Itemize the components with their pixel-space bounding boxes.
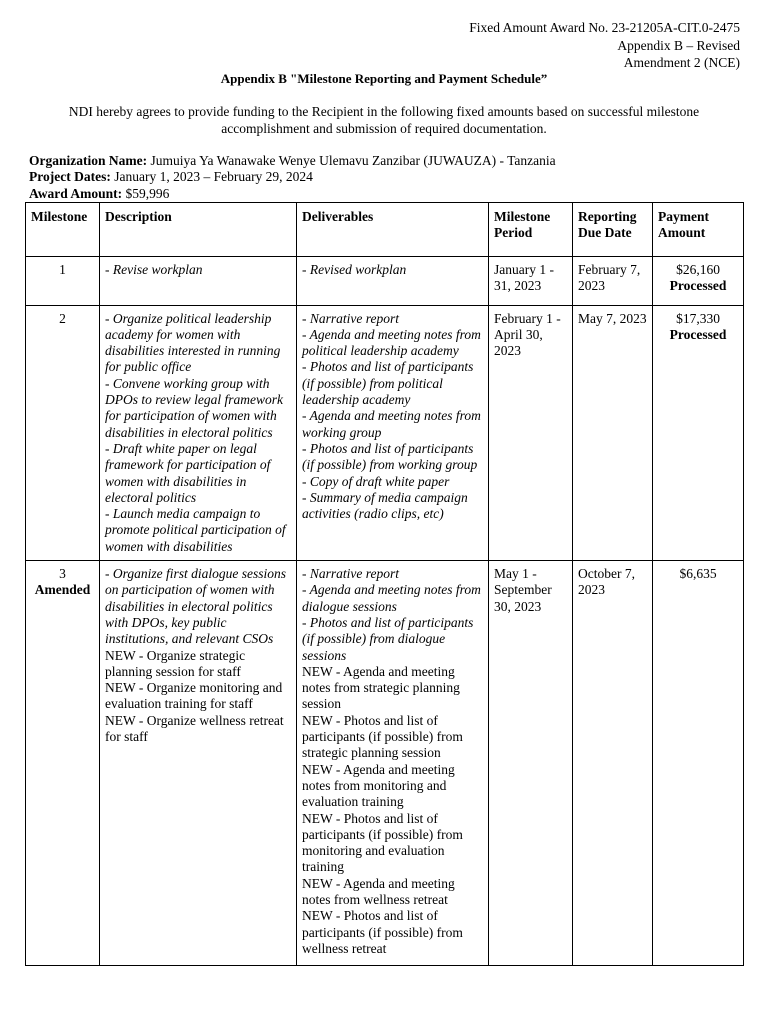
description-original-text [105,566,291,647]
payment-cell [653,256,744,305]
intro-paragraph: NDI hereby agrees to provide funding to the Recipient in the following fixed amounts based on successful milestone accomplishment and submission of required documentation. [68,104,700,136]
header-payment-amount: Payment Amount [653,203,744,257]
document-title: Appendix B "Milestone Reporting and Payment Schedule” [220,71,548,86]
text-line: - Agenda and meeting notes from working group [302,408,481,440]
project-dates-value: January 1, 2023 – February 29, 2024 [110,169,313,185]
text-line: NEW - Agenda and meeting notes from monitoring and evaluation training [302,761,455,810]
project-meta [29,153,556,202]
project-dates-line [29,169,556,185]
text-line: - Photos and list of participants (if possible) from political leadership academy [302,359,474,408]
header-description: Description [100,203,297,257]
appendix-label: Appendix B – Revised [617,37,740,53]
organization-label: Organization Name: [29,153,148,168]
organization-value: Jumuiya Ya Wanawake Wenye Ulemavu Zanzibar (JUWAUZA) - Tanzania [147,153,556,168]
text-line: - Narrative report [302,566,399,582]
text-line: - Launch media campaign to promote political participation of women with disabilities [105,506,286,554]
milestone-cell [26,561,100,966]
text-line: - Photos and list of participants (if possible) from working group [302,440,478,473]
text-line: NEW - Organize monitoring and evaluation training for staff [105,680,283,712]
text-line: - Draft white paper on legal framework for participation of women with disabilities in electoral politics [105,440,271,505]
deliverables-original-text [302,566,483,664]
award-amount-value: $59,996 [122,185,170,201]
milestone-deliverables: - Revised workplan [297,256,489,305]
header-deliverables: Deliverables [297,203,489,257]
milestone-period: February 1 - April 30, 2023 [489,305,573,560]
deliverables-text [302,311,483,523]
milestone-number: 1 [26,256,100,305]
milestone-deliverables [297,561,489,966]
header-milestone: Milestone [26,203,100,257]
reporting-due-date: October 7, 2023 [573,561,653,966]
table-row [26,256,744,305]
table-header-row [26,203,744,257]
text-line: - Organize first dialogue sessions on participation of women with disabilities in electoral politics with DPOs, key public institutions, and relevant CSOs [105,566,287,647]
text-line: - Convene working group with DPOs to review legal framework for participation of women with disabilities in electoral politics [105,375,283,440]
text-line: NEW - Agenda and meeting notes from strategic planning session [302,663,460,712]
header-reporting-due-date: Reporting Due Date [573,203,653,257]
milestone-period: January 1 - 31, 2023 [489,256,573,305]
document-header [469,19,740,72]
text-line: NEW - Organize strategic planning session for staff [105,647,246,679]
text-line: - Agenda and meeting notes from dialogue sessions [302,582,481,614]
header-milestone-period: Milestone Period [489,203,573,257]
text-line: NEW - Photos and list of participants (if possible) from strategic planning session [302,712,463,761]
table-row [26,305,744,560]
text-line: NEW - Agenda and meeting notes from wellness retreat [302,875,455,907]
text-line: - Photos and list of participants (if possible) from dialogue sessions [302,614,474,663]
milestone-number: 2 [26,305,100,560]
milestone-number: 3 [59,566,66,582]
payment-amount: $26,160 [676,261,720,277]
description-new-text [105,648,291,746]
award-amount-line [29,186,556,202]
table-row [26,561,744,966]
deliverables-new-text [302,664,483,957]
payment-cell [653,305,744,560]
milestone-deliverables [297,305,489,560]
payment-amount: $6,635 [653,561,744,966]
milestone-table [25,202,744,966]
milestone-period: May 1 - September 30, 2023 [489,561,573,966]
reporting-due-date: May 7, 2023 [573,305,653,560]
project-dates-label: Project Dates: [29,169,111,185]
text-line: NEW - Photos and list of participants (if possible) from wellness retreat [302,908,463,956]
text-line: - Agenda and meeting notes from political leadership academy [302,326,481,359]
payment-status: Processed [669,326,727,342]
text-line: NEW - Photos and list of participants (if possible) from monitoring and evaluation training [302,810,463,875]
text-line: NEW - Organize wellness retreat for staff [105,712,284,745]
amendment-label: Amendment 2 (NCE) [623,55,740,70]
award-number: Fixed Amount Award No. 23-21205A-CIT.0-2475 [469,20,740,35]
text-line: - Copy of draft white paper [302,473,450,489]
description-text [105,311,291,555]
payment-amount: $17,330 [676,310,720,326]
text-line: - Narrative report [302,310,399,326]
text-line: - Summary of media campaign activities (radio clips, etc) [302,489,468,522]
payment-status: Processed [669,277,727,293]
reporting-due-date: February 7, 2023 [573,256,653,305]
award-amount-label: Award Amount: [29,185,123,201]
milestone-description [100,305,297,560]
text-line: - Organize political leadership academy for women with disabilities interested in running for public office [105,310,281,375]
organization-line [29,153,556,169]
milestone-description [100,561,297,966]
milestone-amended-note: Amended [34,582,91,598]
milestone-description: - Revise workplan [100,256,297,305]
